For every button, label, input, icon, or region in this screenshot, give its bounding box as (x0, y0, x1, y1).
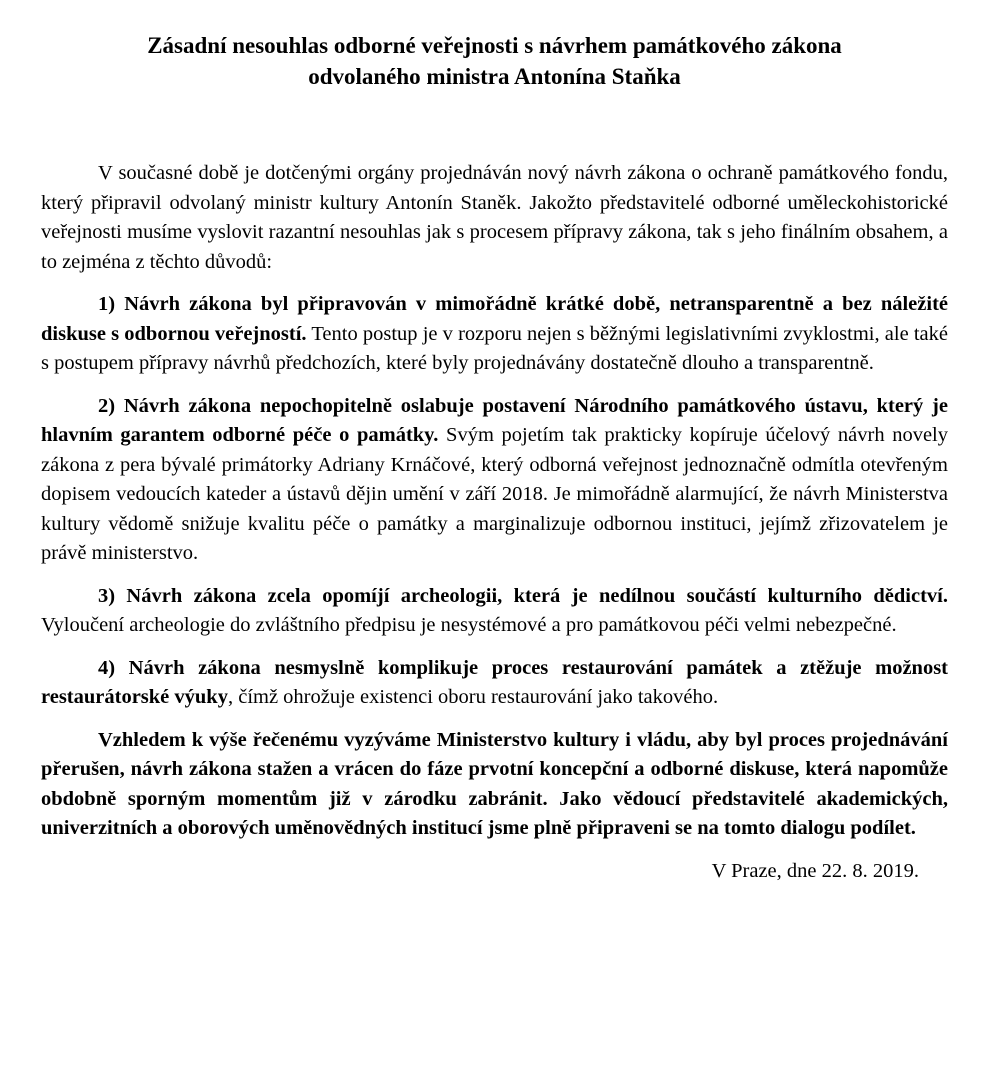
point-3-paragraph (41, 582, 948, 641)
point-1-text: Tento postup je v rozporu nejen s běžnými legislativními zvyklostmi, ale také s postupem přípravy návrhů předchozích, které byly projednávány dostatečně dlouho a transparentně. (41, 322, 948, 374)
document-body (41, 159, 948, 886)
point-3-heading: 3) Návrh zákona zcela opomíjí archeologii, která je nedílnou součástí kulturního dědictví. (98, 584, 948, 607)
title-line-1: Zásadní nesouhlas odborné veřejnosti s návrhem památkového zákona (147, 33, 842, 58)
point-2-text: Svým pojetím tak prakticky kopíruje účelový návrh novely zákona z pera bývalé primátorky Adriany Krnáčové, který odborná veřejnost jednoznačně odmítla otevřeným dopisem vedoucích kateder a ústavů dějin umění v září 2018. Je mimořádně alarmující, že návrh Ministerstva kultury vědomě snižuje kvalitu péče o památky a marginalizuje odbornou instituci, jejímž zřizovatelem je právě ministerstvo. (41, 424, 948, 564)
point-2-paragraph (41, 392, 948, 569)
document-title (41, 30, 948, 92)
title-line-2: odvolaného ministra Antonína Staňka (308, 64, 681, 89)
point-4-text: , čímž ohrožuje existenci oboru restaurování jako takového. (227, 686, 719, 708)
point-4-heading: 4) Návrh zákona nesmyslně komplikuje proces restaurování památek a ztěžuje možnost restaurátorské výuky (41, 656, 948, 708)
point-1-paragraph (41, 290, 948, 379)
place-date-signoff: V Praze, dne 22. 8. 2019. (711, 859, 919, 882)
point-2-heading: 2) Návrh zákona nepochopitelně oslabuje postavení Národního památkového ústavu, který je hlavním garantem odborné péče o památky. (41, 394, 948, 446)
point-3-text: Vyloučení archeologie do zvláštního předpisu je nesystémové a pro památkovou péči velmi nebezpečné. (41, 614, 897, 636)
point-4-paragraph (41, 654, 948, 713)
intro-paragraph: V současné době je dotčenými orgány projednáván nový návrh zákona o ochraně památkového fondu, který připravil odvolaný ministr kultury Antonín Staněk. Jakožto představitelé odborné uměleckohistorické veřejnosti musíme vyslovit razantní nesouhlas jak s procesem přípravy zákona, tak s jeho finálním obsahem, a to zejména z těchto důvodů: (41, 162, 948, 273)
point-1-heading: 1) Návrh zákona byl připravován v mimořádně krátké době, netransparentně a bez náležité diskuse s odbornou veřejností. (41, 293, 948, 345)
conclusion-paragraph: Vzhledem k výše řečenému vyzýváme Ministerstvo kultury i vládu, aby byl proces projednávání přerušen, návrh zákona stažen a vrácen do fáze prvotní koncepční a odborné diskuse, která napomůže obdobně sporným momentům již v zárodku zabránit. Jako vědoucí představitelé akademických, univerzitních a oborových uměnovědných institucí jsme plně připraveni se na tomto dialogu podílet. (41, 728, 948, 839)
